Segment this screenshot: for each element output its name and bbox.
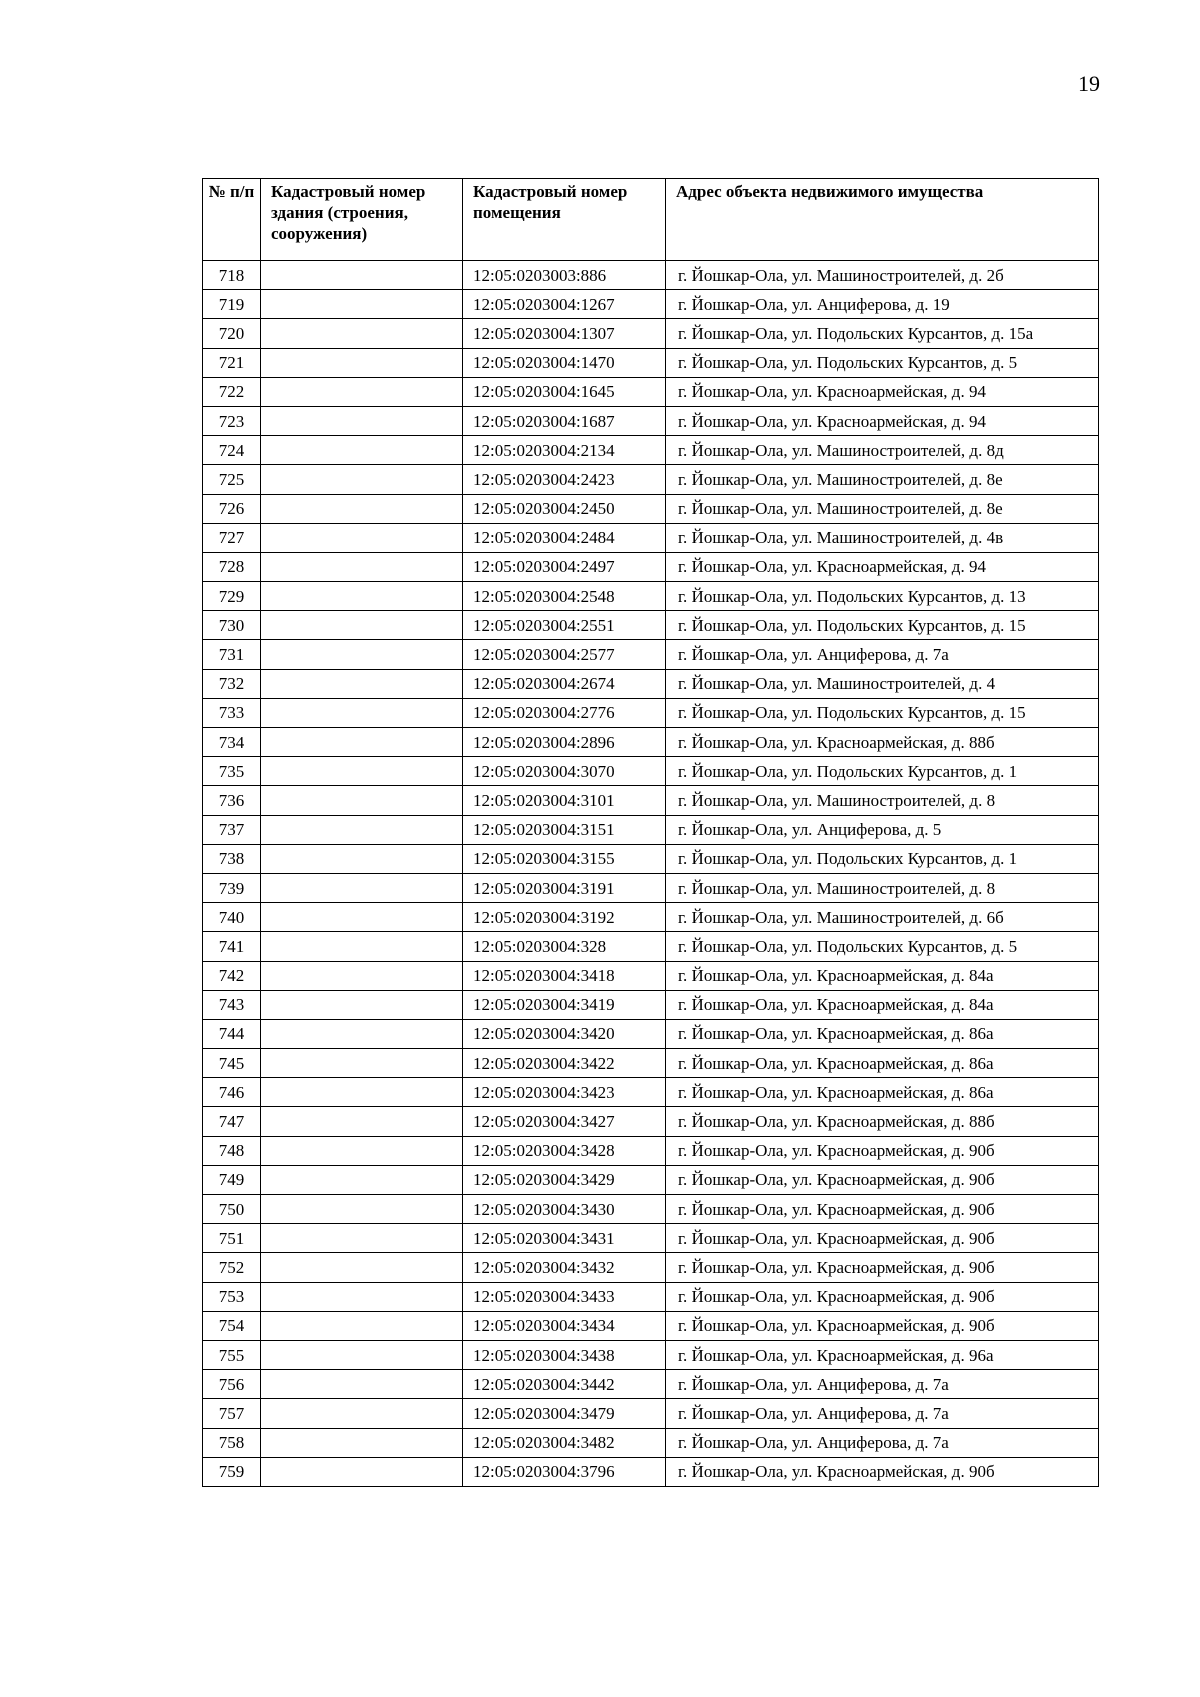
row-number-cell: 745: [203, 1049, 261, 1078]
table-row: [203, 290, 1099, 319]
building-cadastral-cell: [261, 1370, 463, 1399]
room-cadastral-cell: 12:05:0203004:3431: [463, 1224, 666, 1253]
room-cadastral-cell: 12:05:0203004:2423: [463, 465, 666, 494]
room-cadastral-cell: 12:05:0203004:3192: [463, 903, 666, 932]
table-header-row: [203, 179, 1099, 261]
building-cadastral-cell: [261, 1107, 463, 1136]
room-cadastral-cell: 12:05:0203004:3442: [463, 1370, 666, 1399]
row-number-cell: 731: [203, 640, 261, 669]
address-cell: г. Йошкар-Ола, ул. Красноармейская, д. 90б: [666, 1195, 1099, 1224]
address-cell: г. Йошкар-Ола, ул. Красноармейская, д. 88б: [666, 1107, 1099, 1136]
building-cadastral-cell: [261, 494, 463, 523]
table-row: [203, 1107, 1099, 1136]
room-cadastral-cell: 12:05:0203004:3155: [463, 844, 666, 873]
row-number-cell: 756: [203, 1370, 261, 1399]
table-row: [203, 1340, 1099, 1369]
room-cadastral-cell: 12:05:0203004:3420: [463, 1019, 666, 1048]
room-cadastral-cell: 12:05:0203004:2896: [463, 728, 666, 757]
row-number-cell: 729: [203, 582, 261, 611]
address-cell: г. Йошкар-Ола, ул. Анциферова, д. 7а: [666, 640, 1099, 669]
table-row: [203, 1049, 1099, 1078]
row-number-cell: 718: [203, 261, 261, 290]
room-cadastral-cell: 12:05:0203004:2551: [463, 611, 666, 640]
building-cadastral-cell: [261, 319, 463, 348]
building-cadastral-cell: [261, 1224, 463, 1253]
building-cadastral-cell: [261, 757, 463, 786]
building-cadastral-cell: [261, 961, 463, 990]
room-cadastral-cell: 12:05:0203004:1687: [463, 406, 666, 435]
address-cell: г. Йошкар-Ола, ул. Машиностроителей, д. 2б: [666, 261, 1099, 290]
table-row: [203, 1078, 1099, 1107]
room-cadastral-cell: 12:05:0203004:3479: [463, 1399, 666, 1428]
building-cadastral-cell: [261, 465, 463, 494]
row-number-cell: 744: [203, 1019, 261, 1048]
building-cadastral-cell: [261, 786, 463, 815]
room-cadastral-cell: 12:05:0203004:2134: [463, 436, 666, 465]
row-number-cell: 750: [203, 1195, 261, 1224]
table-row: [203, 1195, 1099, 1224]
row-number-cell: 719: [203, 290, 261, 319]
row-number-cell: 743: [203, 990, 261, 1019]
building-cadastral-cell: [261, 1165, 463, 1194]
building-cadastral-cell: [261, 903, 463, 932]
row-number-cell: 748: [203, 1136, 261, 1165]
building-cadastral-cell: [261, 582, 463, 611]
table-row: [203, 1253, 1099, 1282]
row-number-cell: 721: [203, 348, 261, 377]
table-row: [203, 552, 1099, 581]
row-number-cell: 728: [203, 552, 261, 581]
building-cadastral-cell: [261, 290, 463, 319]
table-body: [203, 261, 1099, 1487]
room-cadastral-cell: 12:05:0203004:3191: [463, 873, 666, 902]
address-cell: г. Йошкар-Ола, ул. Подольских Курсантов, д. 5: [666, 932, 1099, 961]
room-cadastral-cell: 12:05:0203004:1645: [463, 377, 666, 406]
room-cadastral-cell: 12:05:0203004:3434: [463, 1311, 666, 1340]
building-cadastral-cell: [261, 436, 463, 465]
row-number-cell: 751: [203, 1224, 261, 1253]
room-cadastral-cell: 12:05:0203004:328: [463, 932, 666, 961]
address-cell: г. Йошкар-Ола, ул. Машиностроителей, д. 6б: [666, 903, 1099, 932]
table-row: [203, 1282, 1099, 1311]
address-cell: г. Йошкар-Ола, ул. Машиностроителей, д. 8е: [666, 494, 1099, 523]
table-row: [203, 815, 1099, 844]
room-cadastral-cell: 12:05:0203004:3423: [463, 1078, 666, 1107]
table-row: [203, 1311, 1099, 1340]
table-row: [203, 1399, 1099, 1428]
row-number-cell: 725: [203, 465, 261, 494]
table-row: [203, 961, 1099, 990]
room-cadastral-cell: 12:05:0203004:3422: [463, 1049, 666, 1078]
building-cadastral-cell: [261, 990, 463, 1019]
table-row: [203, 669, 1099, 698]
row-number-cell: 753: [203, 1282, 261, 1311]
row-number-cell: 733: [203, 698, 261, 727]
room-cadastral-cell: 12:05:0203004:3438: [463, 1340, 666, 1369]
row-number-cell: 758: [203, 1428, 261, 1457]
table-row: [203, 261, 1099, 290]
building-cadastral-cell: [261, 669, 463, 698]
row-number-cell: 746: [203, 1078, 261, 1107]
table-row: [203, 465, 1099, 494]
row-number-cell: 754: [203, 1311, 261, 1340]
table-row: [203, 1457, 1099, 1486]
row-number-cell: 741: [203, 932, 261, 961]
address-cell: г. Йошкар-Ола, ул. Красноармейская, д. 86а: [666, 1078, 1099, 1107]
address-cell: г. Йошкар-Ола, ул. Анциферова, д. 7а: [666, 1399, 1099, 1428]
address-cell: г. Йошкар-Ола, ул. Машиностроителей, д. 8: [666, 873, 1099, 902]
table-row: [203, 990, 1099, 1019]
table-row: [203, 786, 1099, 815]
address-cell: г. Йошкар-Ола, ул. Подольских Курсантов, д. 1: [666, 757, 1099, 786]
table-row: [203, 582, 1099, 611]
row-number-cell: 720: [203, 319, 261, 348]
address-cell: г. Йошкар-Ола, ул. Красноармейская, д. 84а: [666, 961, 1099, 990]
building-cadastral-cell: [261, 1049, 463, 1078]
table-row: [203, 932, 1099, 961]
room-cadastral-cell: 12:05:0203004:2577: [463, 640, 666, 669]
row-number-cell: 739: [203, 873, 261, 902]
address-cell: г. Йошкар-Ола, ул. Подольских Курсантов, д. 13: [666, 582, 1099, 611]
row-number-cell: 740: [203, 903, 261, 932]
building-cadastral-cell: [261, 1078, 463, 1107]
address-cell: г. Йошкар-Ола, ул. Красноармейская, д. 94: [666, 552, 1099, 581]
room-cadastral-cell: 12:05:0203004:1470: [463, 348, 666, 377]
table-row: [203, 1019, 1099, 1048]
room-cadastral-cell: 12:05:0203004:3433: [463, 1282, 666, 1311]
building-cadastral-cell: [261, 1282, 463, 1311]
address-cell: г. Йошкар-Ола, ул. Красноармейская, д. 88б: [666, 728, 1099, 757]
address-cell: г. Йошкар-Ола, ул. Красноармейская, д. 90б: [666, 1282, 1099, 1311]
building-cadastral-cell: [261, 728, 463, 757]
address-cell: г. Йошкар-Ола, ул. Машиностроителей, д. 4: [666, 669, 1099, 698]
table-row: [203, 1136, 1099, 1165]
address-cell: г. Йошкар-Ола, ул. Красноармейская, д. 90б: [666, 1165, 1099, 1194]
header-address: Адрес объекта недвижимого имущества: [666, 179, 1099, 261]
room-cadastral-cell: 12:05:0203004:2450: [463, 494, 666, 523]
room-cadastral-cell: 12:05:0203004:2497: [463, 552, 666, 581]
room-cadastral-cell: 12:05:0203004:1307: [463, 319, 666, 348]
address-cell: г. Йошкар-Ола, ул. Машиностроителей, д. 8е: [666, 465, 1099, 494]
address-cell: г. Йошкар-Ола, ул. Анциферова, д. 7а: [666, 1428, 1099, 1457]
room-cadastral-cell: 12:05:0203004:3418: [463, 961, 666, 990]
table-row: [203, 728, 1099, 757]
address-cell: г. Йошкар-Ола, ул. Машиностроителей, д. 4в: [666, 523, 1099, 552]
row-number-cell: 755: [203, 1340, 261, 1369]
building-cadastral-cell: [261, 873, 463, 902]
table-row: [203, 523, 1099, 552]
building-cadastral-cell: [261, 1311, 463, 1340]
table-row: [203, 406, 1099, 435]
address-cell: г. Йошкар-Ола, ул. Анциферова, д. 19: [666, 290, 1099, 319]
building-cadastral-cell: [261, 552, 463, 581]
room-cadastral-cell: 12:05:0203004:2674: [463, 669, 666, 698]
address-cell: г. Йошкар-Ола, ул. Подольских Курсантов, д. 15: [666, 698, 1099, 727]
table-row: [203, 1428, 1099, 1457]
address-cell: г. Йошкар-Ола, ул. Подольских Курсантов, д. 5: [666, 348, 1099, 377]
row-number-cell: 735: [203, 757, 261, 786]
building-cadastral-cell: [261, 1195, 463, 1224]
address-cell: г. Йошкар-Ола, ул. Красноармейская, д. 90б: [666, 1311, 1099, 1340]
address-cell: г. Йошкар-Ола, ул. Подольских Курсантов, д. 15а: [666, 319, 1099, 348]
table-row: [203, 1370, 1099, 1399]
table-row: [203, 698, 1099, 727]
row-number-cell: 736: [203, 786, 261, 815]
building-cadastral-cell: [261, 1457, 463, 1486]
address-cell: г. Йошкар-Ола, ул. Красноармейская, д. 90б: [666, 1224, 1099, 1253]
building-cadastral-cell: [261, 406, 463, 435]
address-cell: г. Йошкар-Ола, ул. Машиностроителей, д. 8д: [666, 436, 1099, 465]
row-number-cell: 722: [203, 377, 261, 406]
address-cell: г. Йошкар-Ола, ул. Красноармейская, д. 84а: [666, 990, 1099, 1019]
header-building-cadastral: Кадастровый номер здания (строения, сооружения): [261, 179, 463, 261]
building-cadastral-cell: [261, 698, 463, 727]
row-number-cell: 752: [203, 1253, 261, 1282]
building-cadastral-cell: [261, 932, 463, 961]
header-number: № п/п: [203, 179, 261, 261]
row-number-cell: 734: [203, 728, 261, 757]
address-cell: г. Йошкар-Ола, ул. Красноармейская, д. 94: [666, 406, 1099, 435]
room-cadastral-cell: 12:05:0203004:3428: [463, 1136, 666, 1165]
room-cadastral-cell: 12:05:0203004:3796: [463, 1457, 666, 1486]
address-cell: г. Йошкар-Ола, ул. Красноармейская, д. 90б: [666, 1457, 1099, 1486]
room-cadastral-cell: 12:05:0203004:3101: [463, 786, 666, 815]
table-row: [203, 1165, 1099, 1194]
address-cell: г. Йошкар-Ола, ул. Красноармейская, д. 90б: [666, 1136, 1099, 1165]
building-cadastral-cell: [261, 1399, 463, 1428]
table-row: [203, 640, 1099, 669]
table-row: [203, 377, 1099, 406]
room-cadastral-cell: 12:05:0203004:3419: [463, 990, 666, 1019]
room-cadastral-cell: 12:05:0203004:3427: [463, 1107, 666, 1136]
row-number-cell: 723: [203, 406, 261, 435]
room-cadastral-cell: 12:05:0203004:3070: [463, 757, 666, 786]
address-cell: г. Йошкар-Ола, ул. Красноармейская, д. 96а: [666, 1340, 1099, 1369]
address-cell: г. Йошкар-Ола, ул. Анциферова, д. 5: [666, 815, 1099, 844]
row-number-cell: 732: [203, 669, 261, 698]
building-cadastral-cell: [261, 1340, 463, 1369]
room-cadastral-cell: 12:05:0203004:3429: [463, 1165, 666, 1194]
building-cadastral-cell: [261, 640, 463, 669]
property-table: [202, 178, 1099, 1487]
row-number-cell: 757: [203, 1399, 261, 1428]
building-cadastral-cell: [261, 1428, 463, 1457]
room-cadastral-cell: 12:05:0203003:886: [463, 261, 666, 290]
row-number-cell: 742: [203, 961, 261, 990]
address-cell: г. Йошкар-Ола, ул. Красноармейская, д. 86а: [666, 1049, 1099, 1078]
row-number-cell: 727: [203, 523, 261, 552]
address-cell: г. Йошкар-Ола, ул. Машиностроителей, д. 8: [666, 786, 1099, 815]
table-row: [203, 436, 1099, 465]
building-cadastral-cell: [261, 844, 463, 873]
table-row: [203, 319, 1099, 348]
room-cadastral-cell: 12:05:0203004:3432: [463, 1253, 666, 1282]
building-cadastral-cell: [261, 261, 463, 290]
address-cell: г. Йошкар-Ола, ул. Подольских Курсантов, д. 15: [666, 611, 1099, 640]
address-cell: г. Йошкар-Ола, ул. Красноармейская, д. 86а: [666, 1019, 1099, 1048]
table-row: [203, 903, 1099, 932]
address-cell: г. Йошкар-Ола, ул. Подольских Курсантов, д. 1: [666, 844, 1099, 873]
row-number-cell: 759: [203, 1457, 261, 1486]
row-number-cell: 749: [203, 1165, 261, 1194]
building-cadastral-cell: [261, 348, 463, 377]
table-row: [203, 1224, 1099, 1253]
row-number-cell: 747: [203, 1107, 261, 1136]
address-cell: г. Йошкар-Ола, ул. Красноармейская, д. 94: [666, 377, 1099, 406]
building-cadastral-cell: [261, 611, 463, 640]
room-cadastral-cell: 12:05:0203004:2776: [463, 698, 666, 727]
building-cadastral-cell: [261, 377, 463, 406]
room-cadastral-cell: 12:05:0203004:3151: [463, 815, 666, 844]
row-number-cell: 724: [203, 436, 261, 465]
room-cadastral-cell: 12:05:0203004:2484: [463, 523, 666, 552]
header-room-cadastral: Кадастровый номер помещения: [463, 179, 666, 261]
room-cadastral-cell: 12:05:0203004:3430: [463, 1195, 666, 1224]
row-number-cell: 726: [203, 494, 261, 523]
room-cadastral-cell: 12:05:0203004:1267: [463, 290, 666, 319]
row-number-cell: 738: [203, 844, 261, 873]
address-cell: г. Йошкар-Ола, ул. Красноармейская, д. 90б: [666, 1253, 1099, 1282]
table-row: [203, 494, 1099, 523]
page-number: 19: [1078, 71, 1100, 96]
table-row: [203, 873, 1099, 902]
building-cadastral-cell: [261, 523, 463, 552]
row-number-cell: 737: [203, 815, 261, 844]
building-cadastral-cell: [261, 1253, 463, 1282]
row-number-cell: 730: [203, 611, 261, 640]
address-cell: г. Йошкар-Ола, ул. Анциферова, д. 7а: [666, 1370, 1099, 1399]
table-row: [203, 757, 1099, 786]
room-cadastral-cell: 12:05:0203004:2548: [463, 582, 666, 611]
building-cadastral-cell: [261, 815, 463, 844]
room-cadastral-cell: 12:05:0203004:3482: [463, 1428, 666, 1457]
table-row: [203, 348, 1099, 377]
table-row: [203, 611, 1099, 640]
building-cadastral-cell: [261, 1136, 463, 1165]
table-row: [203, 844, 1099, 873]
building-cadastral-cell: [261, 1019, 463, 1048]
